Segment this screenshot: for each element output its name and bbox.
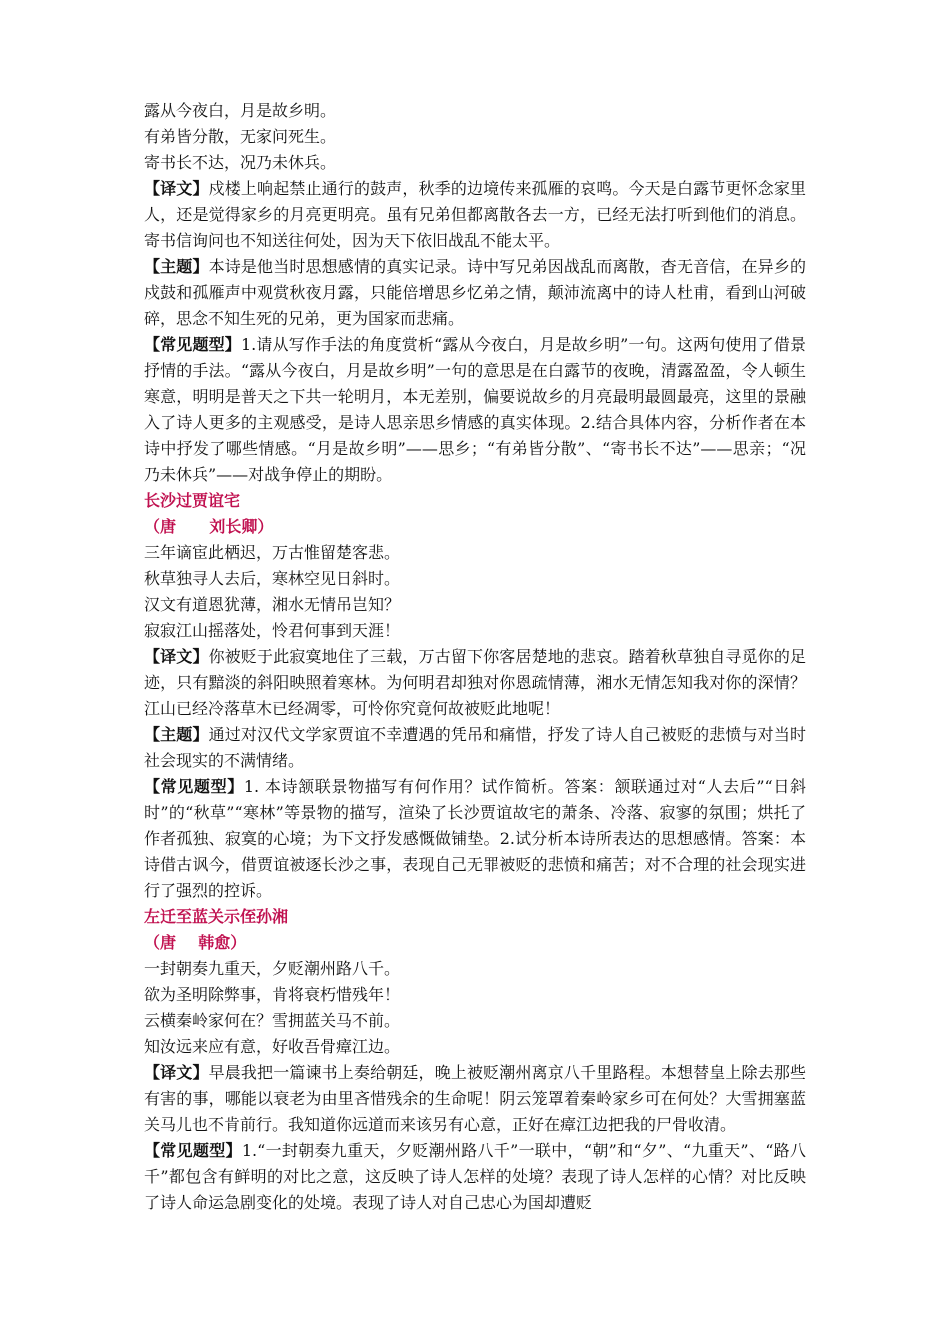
questions-text: 1. 本诗颔联景物描写有何作用？试作简析。答案：颔联通过对“人去后”“日斜时”的“秋草”“寒林”等景物的描写，渲染了长沙贾谊故宅的萧条、冷落、寂寥的氛围；烘托了作者孤独、寂寞的心境；为下文抒发感慨做铺垫。2.试分析本诗所表达的思想感情。答案：本诗借古讽今，借贾谊被逐长沙之事，表现自己无罪被贬的悲愤和痛苦；对不合理的社会现实进行了强烈的控诉。 — [144, 777, 806, 900]
poem2-translation — [144, 644, 806, 722]
poem-line: 有弟皆分散，无家问死生。 — [144, 127, 337, 146]
questions-text: 1.请从写作手法的角度赏析“露从今夜白，月是故乡明”一句。这两句使用了借景抒情的手法。“露从今夜白，月是故乡明”一句的意思是在白露节的夜晚，清露盈盈，令人顿生寒意，明明是普天之下共一轮明月，本无差别，偏要说故乡的月亮最明最圆最亮，这里的景融入了诗人更多的主观感受，是诗人思亲思乡情感的真实体现。2.结合具体内容，分析作者在本诗中抒发了哪些情感。“月是故乡明”——思乡；“有弟皆分散”、“寄书长不达”——思亲；“况乃未休兵”——对战争停止的期盼。 — [144, 335, 806, 484]
poem2-questions — [144, 774, 806, 904]
poem3-section — [144, 904, 806, 1216]
poem-line: 一封朝奏九重天，夕贬潮州路八千。 — [144, 959, 401, 978]
poem1-questions — [144, 332, 806, 488]
translation-tag: 【译文】 — [144, 647, 209, 666]
translation-tag: 【译文】 — [144, 1063, 209, 1082]
poem1-theme — [144, 254, 806, 332]
poem1-translation — [144, 176, 806, 254]
translation-text: 你被贬于此寂寞地住了三载，万古留下你客居楚地的悲哀。踏着秋草独自寻觅你的足迹，只有黯淡的斜阳映照着寒林。为何明君却独对你恩疏情薄，湘水无情怎知我对你的深情？江山已经冷落草木已经凋零，可怜你究竟何故被贬此地呢！ — [144, 647, 806, 718]
theme-tag: 【主题】 — [144, 257, 209, 276]
questions-text: 1.“一封朝奏九重天，夕贬潮州路八千”一联中，“朝”和“夕”、“九重天”、“路八千”都包含有鲜明的对比之意，这反映了诗人怎样的处境？表现了诗人怎样的心情？对比反映了诗人命运急剧变化的处境。表现了诗人对自己忠心为国却遭贬 — [144, 1141, 806, 1212]
poem-line: 汉文有道恩犹薄，湘水无情吊岂知？ — [144, 595, 401, 614]
poem2-theme — [144, 722, 806, 774]
poem-line: 三年谪宦此栖迟，万古惟留楚客悲。 — [144, 543, 401, 562]
poem-title: 左迁至蓝关示侄孙湘 — [144, 907, 289, 926]
poem-title: 长沙过贾谊宅 — [144, 491, 241, 510]
poem-author: （唐 韩愈） — [144, 933, 247, 952]
poem-line: 露从今夜白，月是故乡明。 — [144, 101, 337, 120]
poem-line: 欲为圣明除弊事，肯将衰朽惜残年！ — [144, 985, 401, 1004]
poem3-translation — [144, 1060, 806, 1138]
poem1-section — [144, 98, 806, 488]
translation-tag: 【译文】 — [144, 179, 209, 198]
poem-line: 秋草独寻人去后，寒林空见日斜时。 — [144, 569, 401, 588]
questions-tag: 【常见题型】 — [144, 335, 241, 354]
poem-line: 寂寂江山摇落处，怜君何事到天涯！ — [144, 621, 401, 640]
translation-text: 戍楼上响起禁止通行的鼓声，秋季的边境传来孤雁的哀鸣。今天是白露节更怀念家里人，还是觉得家乡的月亮更明亮。虽有兄弟但都离散各去一方，已经无法打听到他们的消息。寄书信询问也不知送往何处，因为天下依旧战乱不能太平。 — [144, 179, 806, 250]
poem-line: 寄书长不达，况乃未休兵。 — [144, 153, 337, 172]
questions-tag: 【常见题型】 — [144, 777, 244, 796]
poem2-section — [144, 488, 806, 904]
theme-text: 通过对汉代文学家贾谊不幸遭遇的凭吊和痛惜，抒发了诗人自己被贬的悲愤与对当时社会现实的不满情绪。 — [144, 725, 806, 770]
poem3-questions — [144, 1138, 806, 1216]
poem-author: （唐 刘长卿） — [144, 517, 274, 536]
questions-tag: 【常见题型】 — [144, 1141, 242, 1160]
poem-line: 云横秦岭家何在？雪拥蓝关马不前。 — [144, 1011, 401, 1030]
poem-line: 知汝远来应有意，好收吾骨瘴江边。 — [144, 1037, 401, 1056]
translation-text: 早晨我把一篇谏书上奏给朝廷，晚上被贬潮州离京八千里路程。本想替皇上除去那些有害的事，哪能以衰老为由里吝惜残余的生命呢！阴云笼罩着秦岭家乡可在何处？大雪拥塞蓝关马儿也不肯前行。我知道你远道而来该另有心意，正好在瘴江边把我的尸骨收清。 — [144, 1063, 806, 1134]
theme-text: 本诗是他当时思想感情的真实记录。诗中写兄弟因战乱而离散，杳无音信，在异乡的戍鼓和孤雁声中观赏秋夜月露，只能倍增思乡忆弟之情，颠沛流离中的诗人杜甫，看到山河破碎，思念不知生死的兄弟，更为国家而悲痛。 — [144, 257, 806, 328]
theme-tag: 【主题】 — [144, 725, 209, 744]
